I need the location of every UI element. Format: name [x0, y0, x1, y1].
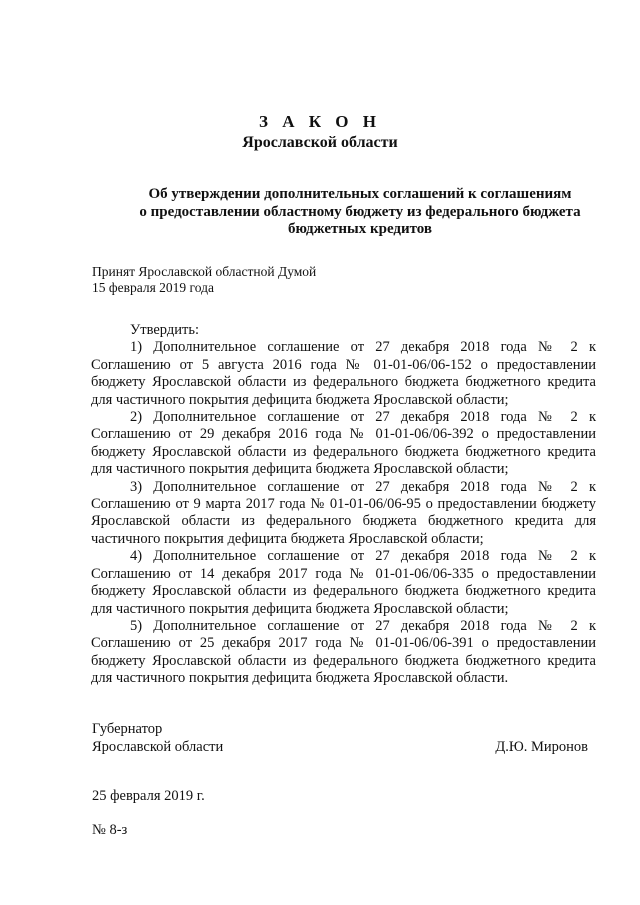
document-number: № 8-з	[92, 822, 128, 838]
adoption-body: Принят Ярославской областной Думой	[92, 264, 317, 279]
body-item-1: 1) Дополнительное соглашение от 27 декабря 2018 года № 2 к Соглашению от 5 августа 2016 года № 01-01-06/06-152 о предоставлении бюджету Ярославской области из федерального бюджета бюджетного кредита для частичного покрытия дефицита бюджета Ярославской области;	[91, 339, 596, 408]
adoption-date: 15 февраля 2019 года	[92, 280, 214, 295]
body-item-5: 5) Дополнительное соглашение от 27 декабря 2018 года № 2 к Соглашению от 25 декабря 2017 года № 01-01-06/06-391 о предоставлении бюджету Ярославской области из федерального бюджета бюджетного кредита для частичного покрытия дефицита бюджета Ярославской области.	[91, 617, 596, 687]
law-subject	[120, 186, 600, 239]
signatory-position: Губернатор	[92, 721, 163, 737]
signature-block	[92, 720, 592, 756]
signatory-region: Ярославской области	[92, 739, 224, 755]
body-intro: Утвердить:	[130, 322, 199, 338]
subject-line: Об утверждении дополнительных соглашений к соглашениям	[148, 186, 572, 202]
law-region: Ярославской области	[242, 134, 398, 151]
body-item-3: 3) Дополнительное соглашение от 27 декабря 2018 года № 2 к Соглашению от 9 марта 2017 года № 01-01-06/06-95 о предоставлении бюджету Ярославской области из федерального бюджета бюджетного кредита для частичного покрытия дефицита бюджета Ярославской области;	[91, 478, 596, 547]
document-date: 25 февраля 2019 г.	[92, 788, 205, 804]
subject-line: бюджетных кредитов	[287, 221, 433, 237]
body-item-2: 2) Дополнительное соглашение от 27 декабря 2018 года № 2 к Соглашению от 29 декабря 2016 года № 01-01-06/06-392 о предоставлении бюджету Ярославской области из федерального бюджета бюджетного кредита для частичного покрытия дефицита бюджета Ярославской области;	[91, 409, 596, 478]
body-item-4: 4) Дополнительное соглашение от 27 декабря 2018 года № 2 к Соглашению от 14 декабря 2017 года № 01-01-06/06-335 о предоставлении бюджету Ярославской области из федерального бюджета бюджетного кредита для частичного покрытия дефицита бюджета Ярославской области;	[91, 548, 596, 617]
signatory-name: Д.Ю. Миронов	[495, 739, 588, 755]
adoption-note	[92, 264, 316, 296]
law-body	[91, 322, 596, 688]
law-title: З А К О Н	[258, 112, 382, 131]
subject-line: о предоставлении областному бюджету из федерального бюджета	[139, 203, 581, 220]
